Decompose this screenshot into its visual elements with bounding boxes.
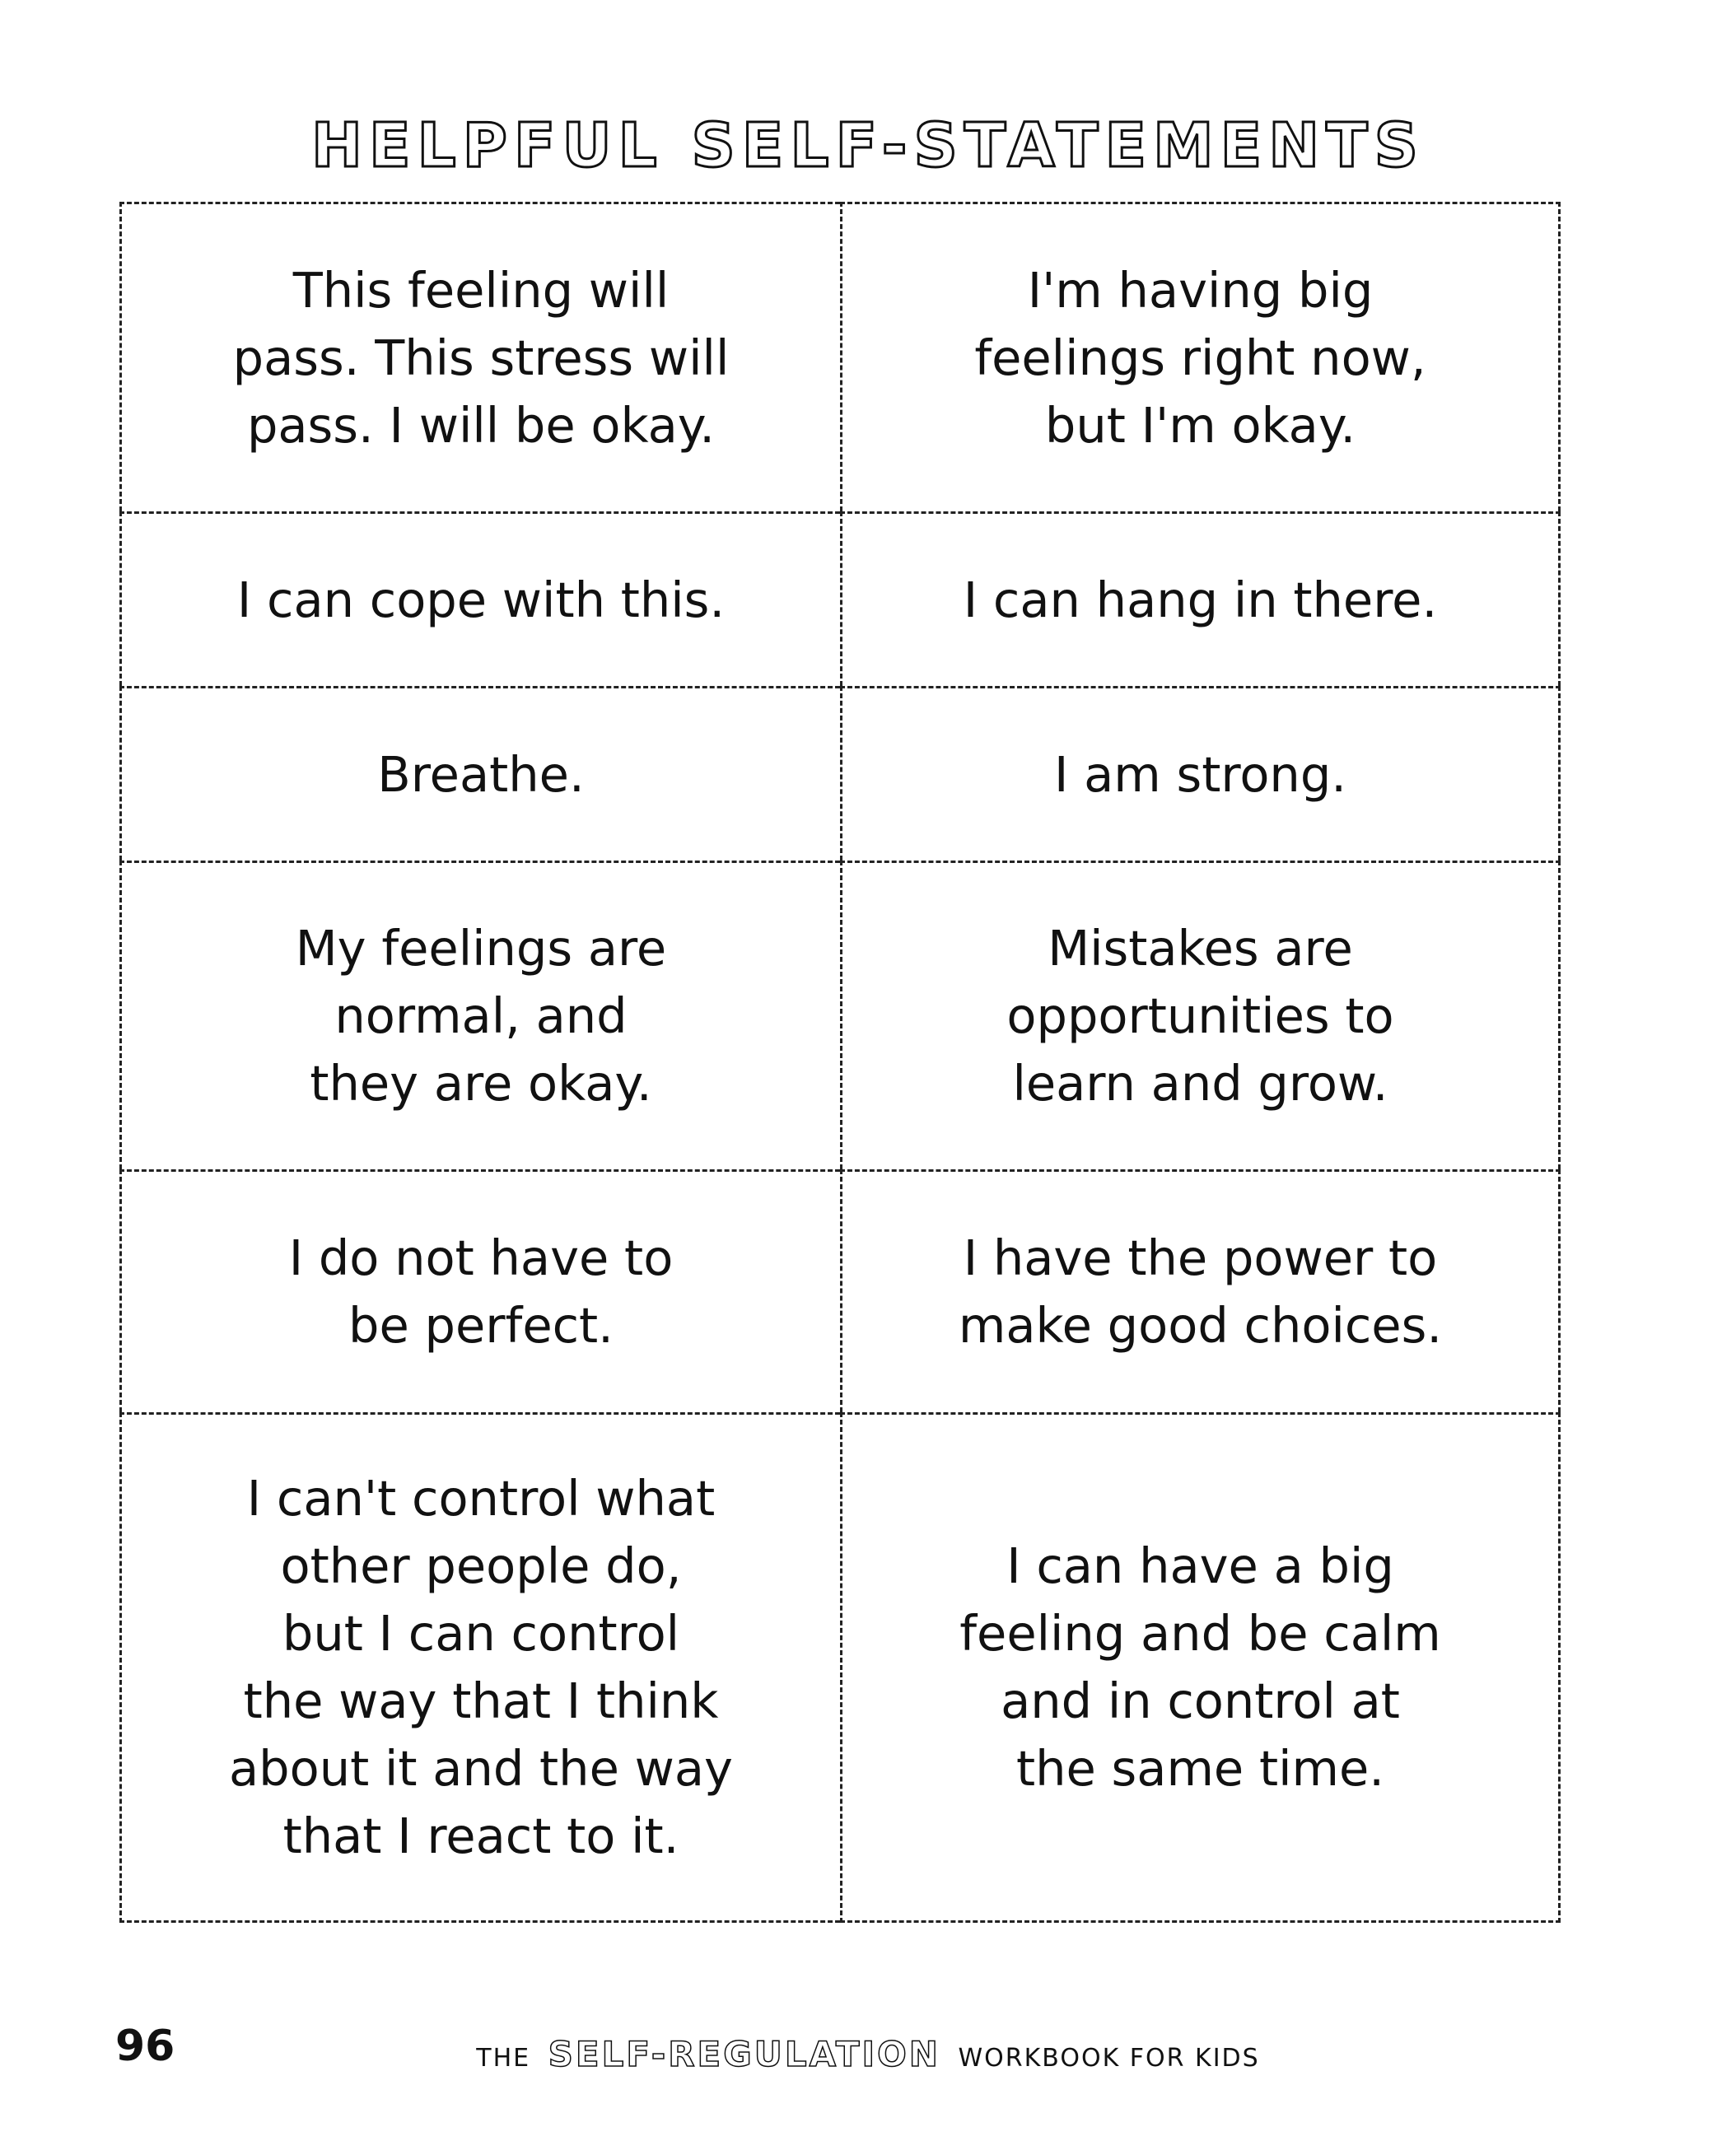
card [840,511,1561,686]
card-text: I can have a big feeling and be calm and in control at the same time. [959,1537,1441,1797]
card-text: I have the power to make good choices. [958,1229,1443,1354]
card [119,686,840,861]
card-text: My feelings are normal, and they are okay. [295,920,667,1112]
page-number: 96 [115,2022,175,2071]
card [119,511,840,686]
page-title: HELPFUL SELF-STATEMENTS [311,110,1425,181]
card-text: This feeling will pass. This stress will pass. I will be okay. [232,261,730,454]
card-text: Mistakes are opportunities to learn and grow. [1006,920,1394,1112]
card-text: I'm having big feelings right now, but I'm okay. [974,261,1426,454]
card [840,861,1561,1169]
footer-prefix: THE [476,2044,531,2073]
card-text: I do not have to be perfect. [288,1229,674,1354]
card-text: Breathe. [377,745,585,803]
card [119,861,840,1169]
card-text: I am strong. [1053,745,1347,803]
card [840,202,1561,511]
card-text: I can't control what other people do, but I can control the way that I think about it and the way that I react to it. [229,1470,733,1864]
card [840,1412,1561,1923]
card [119,1169,840,1412]
card-text: I can hang in there. [963,571,1438,628]
footer-book-title: SELF-REGULATION [548,2034,940,2074]
card-grid [119,202,1561,1923]
card [840,1169,1561,1412]
footer-suffix: WORKBOOK FOR KIDS [958,2044,1260,2073]
running-footer [0,2034,1736,2074]
card [840,686,1561,861]
card [119,1412,840,1923]
card [119,202,840,511]
card-text: I can cope with this. [236,571,726,628]
